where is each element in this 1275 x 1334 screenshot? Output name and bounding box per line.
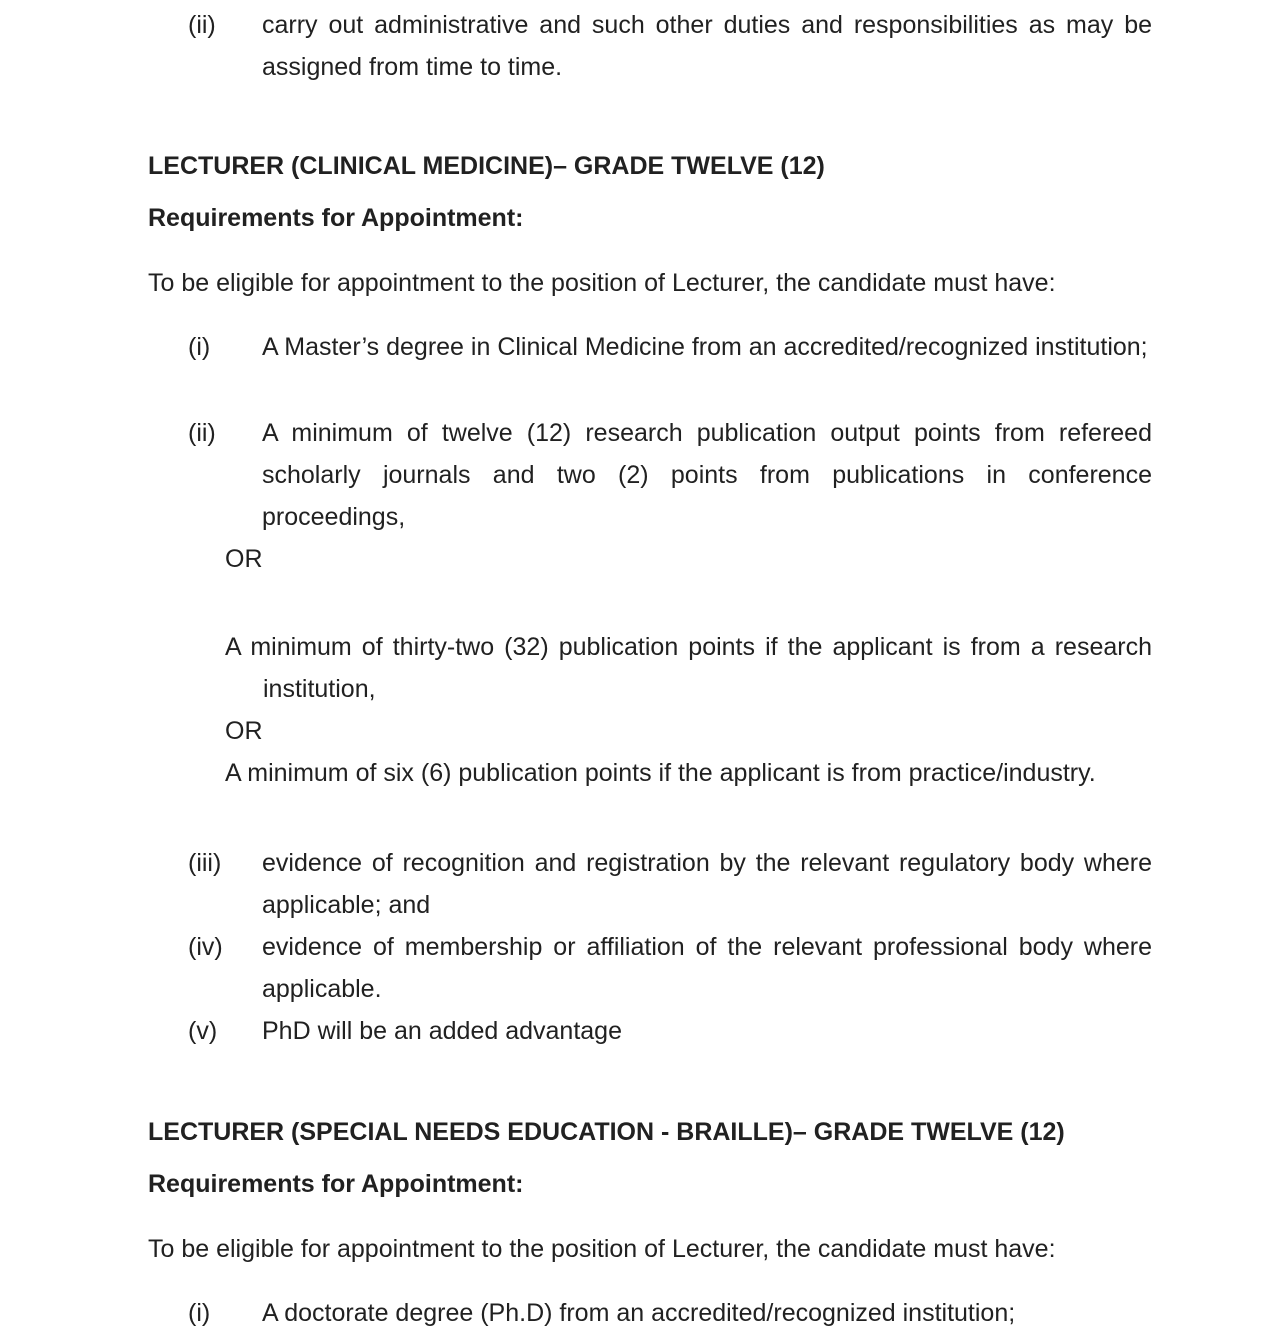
- list-item-marker: (i): [188, 1299, 211, 1327]
- list-item-marker: (v): [188, 1017, 218, 1045]
- section-subtitle: Requirements for Appointment:: [148, 1170, 524, 1198]
- list-item: [148, 1010, 1152, 1052]
- list-item-marker: (iv): [188, 933, 223, 961]
- list-item-text: evidence of membership or affiliation of the relevant professional body where applicable.: [262, 933, 1152, 1003]
- list-item: [148, 4, 1152, 88]
- section-title: LECTURER (CLINICAL MEDICINE)– GRADE TWELVE (12): [148, 152, 825, 180]
- list-item-text: A minimum of twelve (12) research publication output points from refereed scholarly journals and two (2) points from publications in conference proceedings,: [262, 419, 1152, 531]
- list-item-text: A Master’s degree in Clinical Medicine from an accredited/recognized institution;: [262, 333, 1148, 361]
- list-item-marker: (iii): [188, 849, 222, 877]
- or-separator: OR: [225, 717, 263, 745]
- list-item-text: evidence of recognition and registration by the relevant regulatory body where applicable; and: [262, 849, 1152, 919]
- list-item-text: carry out administrative and such other duties and responsibilities as may be assigned from time to time.: [262, 11, 1152, 81]
- alternative-requirement: A minimum of six (6) publication points if the applicant is from practice/industry.: [225, 759, 1096, 787]
- list-item-marker: (ii): [188, 419, 216, 447]
- section-subtitle: Requirements for Appointment:: [148, 204, 524, 232]
- list-item: [148, 926, 1152, 1010]
- alternative-requirement: A minimum of thirty-two (32) publication points if the applicant is from a research institution,: [225, 633, 1152, 703]
- list-item-marker: (ii): [188, 11, 216, 39]
- list-item: [148, 412, 1152, 538]
- section-intro: To be eligible for appointment to the position of Lecturer, the candidate must have:: [148, 269, 1056, 297]
- section-title: LECTURER (SPECIAL NEEDS EDUCATION - BRAILLE)– GRADE TWELVE (12): [148, 1118, 1065, 1146]
- list-item: [148, 326, 1152, 368]
- section-intro: To be eligible for appointment to the position of Lecturer, the candidate must have:: [148, 1235, 1056, 1263]
- list-item-text: PhD will be an added advantage: [262, 1017, 622, 1045]
- list-item-text: A doctorate degree (Ph.D) from an accredited/recognized institution;: [262, 1299, 1016, 1327]
- list-item-marker: (i): [188, 333, 211, 361]
- or-separator: OR: [225, 545, 263, 573]
- list-item: [148, 1292, 1152, 1334]
- list-item: [148, 842, 1152, 926]
